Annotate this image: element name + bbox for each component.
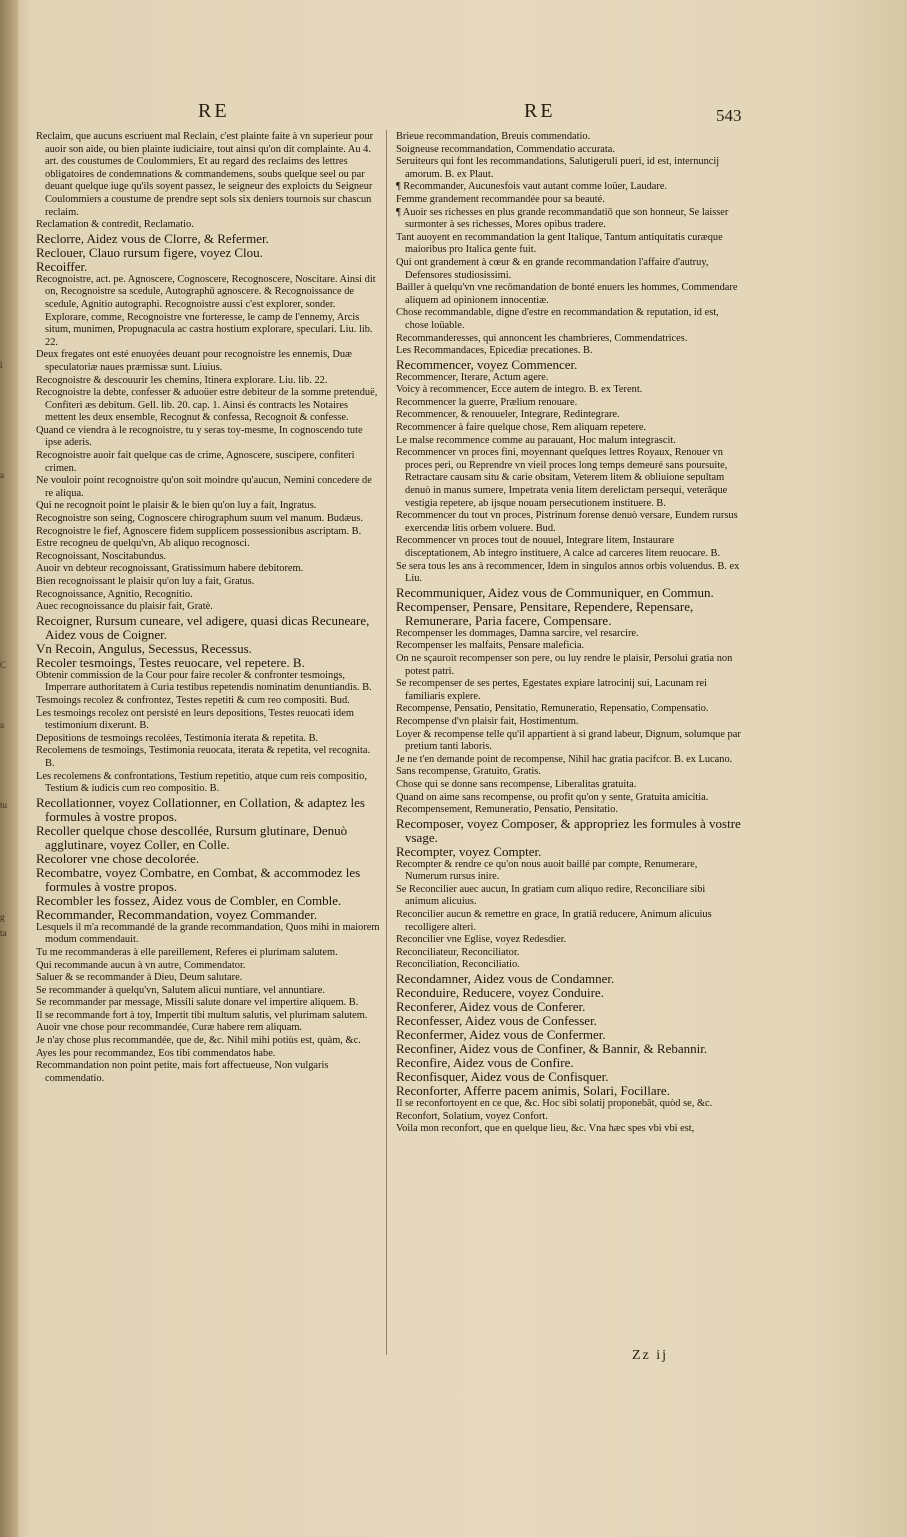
dictionary-entry: Reconferer, Aidez vous de Conferer. — [396, 1000, 586, 1015]
dictionary-entry: Lesquels il m'a recommandé de la grande recommandation, Quos mihi in maiorem modum commendauit. — [36, 921, 380, 946]
dictionary-entry: Reconciliation, Reconciliatio. — [396, 959, 520, 971]
margin-note: a — [0, 470, 4, 480]
dictionary-entry: Bien recognoissant le plaisir qu'on luy a fait, Gratus. — [36, 576, 255, 587]
dictionary-entry: Le malse recommence comme au parauant, Hoc malum integrascit. — [396, 434, 676, 446]
dictionary-entry: Chose recommandable, digne d'estre en recommandation & reputation, id est, chose loüable. — [396, 307, 719, 331]
dictionary-entry: Recognoissance, Agnitio, Recognitio. — [36, 588, 193, 600]
dictionary-entry: Saluer & se recommander à Dieu, Deum salutare. — [36, 972, 243, 984]
dictionary-entry: Deux fregates ont esté enuoyées deuant pour recognoistre les ennemis, Duæ speculatoriæ naues præmissæ sunt. Liuius. — [36, 349, 352, 373]
signature-mark: Zz ij — [632, 1348, 669, 1363]
dictionary-entry: Se recommander à quelqu'vn, Salutem alicui nuntiare, vel annuntiare. — [36, 984, 325, 996]
dictionary-entry: Sans recompense, Gratuito, Gratis. — [396, 766, 541, 778]
dictionary-entry: On ne sçauroit recompenser son pere, ou luy rendre le plaisir, Persolui gratia non potest patri. — [396, 652, 733, 677]
dictionary-entry: Tu me recommanderas à elle pareillement, Referes ei plurimam salutem. — [36, 946, 338, 958]
dictionary-entry: Femme grandement recommandée pour sa beauté. — [396, 193, 605, 205]
dictionary-entry: Il se recommande fort à toy, Impertit tibi multum salutis, vel plurimam salutem. — [36, 1009, 368, 1021]
dictionary-entry: Recommencer vn proces tout de nouuel, Integrare litem, Instaurare disceptationem, Ab integro instituere, A calce ad carceres litem reuocare. B. — [396, 535, 721, 559]
dictionary-entry: Les recolemens & confrontations, Testium repetitio, atque cum reis compositio, Testium & iudicis cum reo compositio. B. — [36, 770, 367, 795]
dictionary-entry: Reconfermer, Aidez vous de Confermer. — [396, 1028, 606, 1043]
dictionary-entry: Reconfort, Solatium, voyez Confort. — [396, 1110, 548, 1122]
running-head-left: RE — [198, 100, 230, 122]
dictionary-entry: Reconfire, Aidez vous de Confire. — [396, 1056, 574, 1071]
dictionary-entry: Recombler les fossez, Aidez vous de Combler, en Comble. — [36, 893, 342, 908]
margin-note: tu — [0, 800, 8, 810]
margin-note: l — [0, 360, 3, 370]
dictionary-entry: Recompenser, Pensare, Pensitare, Rependere, Repensare, Remunerare, Paria facere, Compensare. — [396, 599, 694, 628]
dictionary-entry: ¶ Auoir ses richesses en plus grande recommandatiō que son honneur, Se laisser surmonter à ses richesses, Mores opibus tradere. — [396, 206, 729, 231]
dictionary-entry: Recolemens de tesmoings, Testimonia reuocata, iterata & repetita, vel recognita. B. — [36, 745, 371, 769]
page-gutter — [0, 0, 18, 1537]
dictionary-entry: Reclamation & contredit, Reclamatio. — [36, 219, 194, 231]
dictionary-entry: Recommencer du tout vn proces, Pistrinum forense denuò versare, Eundem rursus exercendæ litis orbem voluere. Bud. — [396, 510, 738, 534]
dictionary-entry: Recolorer vne chose decolorée. — [36, 851, 200, 866]
dictionary-entry: Recommencer, Iterare, Actum agere. — [396, 371, 549, 383]
dictionary-entry: Recompensement, Remuneratio, Pensatio, Pensitatio. — [396, 804, 618, 816]
dictionary-entry: Recommanderesses, qui annoncent les chambrieres, Commendatrices. — [396, 332, 688, 344]
dictionary-entry: Reconfesser, Aidez vous de Confesser. — [396, 1014, 597, 1029]
dictionary-entry: Auoir vn debteur recognoissant, Gratissimum habere debitorem. — [36, 563, 304, 575]
dictionary-entry: ¶ Recommander, Aucunesfois vaut autant comme loüer, Laudare. — [396, 181, 668, 193]
dictionary-entry: Recommandation non point petite, mais fort affectueuse, Non vulgaris commendatio. — [36, 1060, 329, 1084]
dictionary-entry: Brieue recommandation, Breuis commendatio. — [396, 131, 591, 142]
dictionary-entry: Qui ne recognoit point le plaisir & le bien qu'on luy a fait, Ingratus. — [36, 500, 317, 512]
dictionary-entry: Recognoistre son seing, Cognoscere chirographum suum vel manum. Budæus. — [36, 513, 363, 525]
left-column — [36, 131, 381, 1085]
dictionary-entry: Qui recommande aucun à vn autre, Commendator. — [36, 959, 246, 971]
dictionary-entry: Recoigner, Rursum cuneare, vel adigere, quasi dicas Recuneare, Aidez vous de Coigner. — [36, 613, 370, 642]
dictionary-entry: Se recommander par message, Missili salute donare vel impertire aliquem. B. — [36, 997, 359, 1009]
dictionary-entry: Reconfisquer, Aidez vous de Confisquer. — [396, 1070, 609, 1085]
dictionary-entry: Recognoistre la debte, confesser & aduoüer estre debiteur de la somme pretenduë, Confiteri æs debitum. Gell. lib. 20. cap. 1. Ainsi és contracts les Notaires mettent les deux ensemble, Recognut & confessa, Recognoit & confesse. — [36, 387, 378, 424]
dictionary-entry: Reconcilier aucun & remettre en grace, In gratiā reducere, Animum alicuius recolligere alteri. — [396, 909, 712, 933]
dictionary-entry: Recognoistre le fief, Agnoscere fidem supplicem possessionibus ascriptam. B. — [36, 525, 362, 537]
dictionary-entry: Vn Recoin, Angulus, Secessus, Recessus. — [36, 641, 252, 656]
dictionary-entry: Voila mon reconfort, que en quelque lieu, &c. Vna hæc spes vbi vbi est, — [396, 1123, 695, 1135]
dictionary-entry: Se sera tous les ans à recommencer, Idem in singulos annos orbis voluendus. B. ex Liu. — [396, 560, 740, 585]
dictionary-entry: Recoller quelque chose descollée, Rursum glutinare, Denuò agglutinare, voyez Coller, en Colle. — [36, 823, 348, 852]
dictionary-entry: Les tesmoings recolez ont persisté en leurs depositions, Testes reuocati idem testimonium dixerunt. B. — [36, 707, 354, 732]
dictionary-entry: Les Recommandaces, Epicediæ precationes. B. — [396, 345, 593, 357]
margin-note: g — [0, 912, 5, 922]
dictionary-entry: Reconcilier vne Eglise, voyez Redesdier. — [396, 934, 567, 946]
dictionary-entry: Reconfiner, Aidez vous de Confiner, & Bannir, & Rebannir. — [396, 1042, 708, 1057]
dictionary-entry: Voicy à recommencer, Ecce autem de integro. B. ex Terent. — [396, 384, 643, 396]
dictionary-entry: Recombatre, voyez Combatre, en Combat, & accommodez les formules à vostre propos. — [36, 865, 361, 894]
dictionary-entry: Recoler tesmoings, Testes reuocare, vel repetere. B. — [36, 655, 305, 670]
dictionary-entry: Ne vouloir point recognoistre qu'on soit moindre qu'aucun, Nemini concedere de re aliqua. — [36, 475, 372, 499]
dictionary-entry: Recompense, Pensatio, Pensitatio, Remuneratio, Repensatio, Compensatio. — [396, 703, 709, 715]
dictionary-entry: Loyer & recompense telle qu'il appartient à si grand labeur, Dignum, solumque par pretium tanti laboris. — [396, 728, 741, 753]
column-rule — [386, 130, 387, 1355]
dictionary-entry: Quand ce viendra à le recognoistre, tu y seras toy-mesme, In cognoscendo tute ipse aderis. — [36, 424, 363, 449]
margin-note: C — [0, 660, 7, 670]
dictionary-entry: Reclorre, Aidez vous de Clorre, & Refermer. — [36, 231, 269, 246]
dictionary-entry: Qui ont grandement à cœur & en grande recommandation l'affaire d'autruy, Defensores studiosissimi. — [396, 256, 709, 281]
margin-note: a — [0, 720, 4, 730]
dictionary-entry: Tesmoings recolez & confrontez, Testes repetiti & cum reo compositi. Bud. — [36, 694, 350, 706]
dictionary-entry: Chose qui se donne sans recompense, Liberalitas gratuita. — [396, 778, 637, 790]
dictionary-entry: Seruiteurs qui font les recommandations, Salutigeruli pueri, id est, internuncij amorum. B. ex Plaut. — [396, 156, 720, 180]
dictionary-entry: Estre recogneu de quelqu'vn, Ab aliquo recognosci. — [36, 538, 250, 550]
dictionary-entry: Recommencer vn proces fini, moyennant quelques lettres Royaux, Renouer vn proces peri, ou Reprendre vn vieil proces long temps demeuré sans poursuite, Retractare causam situ & carie obsitam, Veterem litem & obliuione sepultam denuò in manus sumere, Impetrata venia litem derelictam persequi, veterāque vestigia repetere, ab ijsque nouam persecutionem instituere. B. — [396, 447, 728, 509]
dictionary-entry: Recognoistre & descouurir les chemins, Itinera explorare. Liu. lib. 22. — [36, 374, 328, 386]
dictionary-entry: Bailler à quelqu'vn vne recōmandation de bonté enuers les hommes, Commendare aliquem ad opinionem innocentiæ. — [396, 282, 738, 306]
page-number: 543 — [716, 106, 742, 125]
dictionary-entry: Recompenser les dommages, Damna sarcire, vel resarcire. — [396, 627, 639, 639]
dictionary-entry: Auec recognoissance du plaisir fait, Gratè. — [36, 601, 213, 613]
dictionary-entry: Recompense d'vn plaisir fait, Hostimentum. — [396, 715, 579, 727]
dictionary-entry: Recognoissant, Noscitabundus. — [36, 550, 167, 562]
dictionary-entry: Reconciliateur, Reconciliator. — [396, 946, 520, 958]
dictionary-entry: Quand on aime sans recompense, ou profit qu'on y sente, Gratuita amicitia. — [396, 791, 709, 803]
dictionary-entry: Reclaim, que aucuns escriuent mal Reclain, c'est plainte faite à vn superieur pour auoir son aide, ou bien plainte iudiciaire, tout ainsi qu'on dit complainte. Au 4. art. des coustumes de Coulommiers, Et au regard des reclaims des lettres obligatoires de condemnations & commandemens, soubs quelque seel ou par deuant quelque iuge qu'ils soyent passez, le seigneur des exploicts du Seigneur Coulommiers a coustume de prendre sept sols six deniers tournois sur chascun reclaim. — [36, 131, 374, 218]
dictionary-entry: Recoiffer. — [36, 259, 88, 274]
dictionary-entry: Reconduire, Reducere, voyez Conduire. — [396, 986, 604, 1001]
dictionary-entry: Recognoistre, act. pe. Agnoscere, Cognoscere, Recognoscere, Noscitare. Ainsi dit on, Recognoistre sa scedule, Autographū agnoscere. & Recognoissance de scedule, Agnitio autographi. Recognoistre aussi c'est explorer, sonder. Explorare, comme, Recognoistre vne forteresse, le camp de l'ennemy, Arcis situm, munimen, Propugnacula ac castra hostium explorare, speculari. Liu. lib. 22. — [36, 273, 376, 348]
dictionary-entry: Se recompenser de ses pertes, Egestates expiare latrocinij sui, Lacunam rei familiaris explere. — [396, 678, 708, 702]
dictionary-entry: Recommencer à faire quelque chose, Rem aliquam repetere. — [396, 422, 647, 434]
dictionary-entry: Recollationner, voyez Collationner, en Collation, & adaptez les formules à vostre propos. — [36, 795, 365, 824]
dictionary-entry: Recondamner, Aidez vous de Condamner. — [396, 972, 615, 987]
dictionary-entry: Soigneuse recommandation, Commendatio accurata. — [396, 143, 615, 155]
dictionary-entry: Reconforter, Afferre pacem animis, Solari, Focillare. — [396, 1084, 670, 1099]
dictionary-entry: Obtenir commission de la Cour pour faire recoler & confronter tesmoings, Imperrare authoritatem à Curia testibus repetendis nominatim denuntiandis. B. — [36, 669, 372, 694]
dictionary-entry: Auoir vne chose pour recommandée, Curæ habere rem aliquam. — [36, 1022, 303, 1034]
dictionary-entry: Je n'ay chose plus recommandée, que de, &c. Nihil mihi potiùs est, quàm, &c. — [36, 1035, 361, 1047]
dictionary-entry: Tant auoyent en recommandation la gent Italique, Tantum antiquitatis curæque maioribus pro Italica gente fuit. — [396, 231, 723, 256]
dictionary-entry: Se Reconcilier auec aucun, In gratiam cum aliquo redire, Reconciliare sibi animum alicuius. — [396, 883, 706, 908]
dictionary-entry: Recompenser les malfaits, Pensare maleficia. — [396, 640, 585, 652]
dictionary-entry: Recommuniquer, Aidez vous de Communiquer, en Commun. — [396, 585, 714, 600]
dictionary-entry: Recomposer, voyez Composer, & appropriez les formules à vostre vsage. — [396, 816, 741, 845]
dictionary-entry: Il se reconfortoyent en ce que, &c. Hoc sibi solatij proponebāt, quòd se, &c. — [396, 1098, 713, 1110]
dictionary-entry: Recognoistre auoir fait quelque cas de crime, Agnoscere, suscipere, confiteri crimen. — [36, 450, 355, 474]
dictionary-entry: Recommencer, voyez Commencer. — [396, 357, 578, 372]
dictionary-entry: Reclouer, Clauo rursum figere, voyez Clou. — [36, 245, 263, 260]
dictionary-entry: Je ne t'en demande point de recompense, Nihil hac gratia pacifcor. B. ex Lucano. — [396, 753, 733, 765]
margin-note: ta — [0, 928, 7, 938]
dictionary-entry: Recompter & rendre ce qu'on nous auoit baillé par compte, Renumerare, Numerum rursus inire. — [396, 858, 698, 883]
dictionary-entry: Ayes les pour recommandez, Eos tibi commendatos habe. — [36, 1047, 276, 1059]
dictionary-entry: Recompter, voyez Compter. — [396, 844, 542, 859]
dictionary-entry: Depositions de tesmoings recolées, Testimonia iterata & repetita. B. — [36, 732, 319, 744]
dictionary-entry: Recommander, Recommandation, voyez Commander. — [36, 907, 318, 922]
dictionary-entry: Recommencer la guerre, Prælium renouare. — [396, 396, 578, 408]
right-column — [396, 131, 741, 1136]
dictionary-entry: Recommencer, & renouueler, Integrare, Redintegrare. — [396, 409, 620, 421]
running-head-right: RE — [524, 100, 556, 122]
